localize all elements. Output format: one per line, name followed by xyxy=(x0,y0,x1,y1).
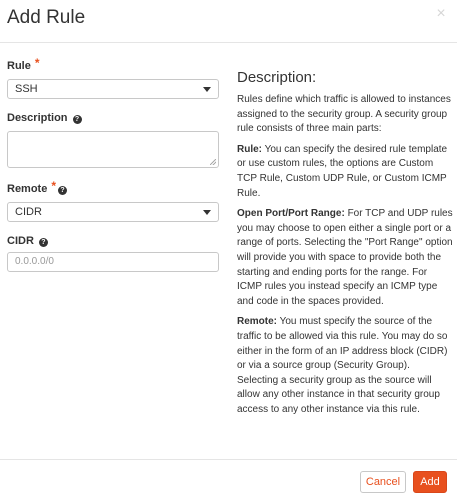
modal-footer xyxy=(0,459,457,500)
add-button[interactable]: Add xyxy=(413,471,447,493)
port-text: For TCP and UDP rules you may choose to open either a single port or a range of ports. Selecting the "Port Range" option will provide you with space to provide both the starting and ending ports for the range. For ICMP rules you instead specify an ICMP type and code in the spaces provided. xyxy=(237,208,453,307)
remote-label-text: Remote xyxy=(7,183,48,195)
cidr-input[interactable] xyxy=(7,252,219,272)
rule-text: You can specify the desired rule template or use custom rules, the options are Custom TCP Rule, Custom UDP Rule, or Custom ICMP Rule. xyxy=(237,143,448,199)
description-remote-paragraph xyxy=(237,315,453,417)
caret-down-icon xyxy=(203,87,211,92)
description-port-paragraph xyxy=(237,207,453,309)
rule-label-text: Rule xyxy=(7,60,31,72)
cidr-label xyxy=(7,234,219,248)
remote-term: Remote: xyxy=(237,316,278,328)
description-rule-paragraph xyxy=(237,143,453,201)
description-field-group xyxy=(7,111,219,168)
caret-down-icon xyxy=(203,210,211,215)
question-circle-icon[interactable]: ? xyxy=(39,238,48,247)
description-label xyxy=(7,111,219,125)
required-asterisk: * xyxy=(51,179,57,193)
description-label-text: Description xyxy=(7,112,68,124)
remote-field-group xyxy=(7,181,219,222)
remote-select[interactable] xyxy=(7,202,219,222)
description-panel xyxy=(237,68,453,423)
modal-header xyxy=(0,0,457,43)
rule-select-value: SSH xyxy=(15,83,38,95)
rule-select[interactable] xyxy=(7,79,219,99)
modal-title: Add Rule xyxy=(7,7,86,28)
cidr-input-value: 0.0.0.0/0 xyxy=(15,256,54,267)
question-circle-icon[interactable]: ? xyxy=(73,115,82,124)
description-panel-title: Description: xyxy=(237,69,317,86)
remote-label xyxy=(7,181,219,196)
description-textarea[interactable] xyxy=(7,131,219,168)
cidr-label-text: CIDR xyxy=(7,235,34,247)
port-term: Open Port/Port Range: xyxy=(237,208,345,220)
rule-field-group xyxy=(7,58,219,99)
rule-term: Rule: xyxy=(237,143,262,155)
required-asterisk: * xyxy=(34,56,40,70)
cidr-field-group xyxy=(7,234,219,272)
close-icon[interactable]: × xyxy=(436,5,446,22)
description-intro: Rules define which traffic is allowed to instances assigned to the security group. A security group rule consists of three main parts: xyxy=(237,94,451,135)
remote-select-value: CIDR xyxy=(15,206,42,218)
question-circle-icon[interactable]: ? xyxy=(58,186,67,195)
cancel-button[interactable]: Cancel xyxy=(360,471,406,493)
remote-text: You must specify the source of the traffic to be allowed via this rule. You may do so either in the form of an IP address block (CIDR) or via a source group (Security Group). Selecting a security group as the source will allow any other instance in that security group access to any other instance via this rule. xyxy=(237,316,448,415)
resize-grip-icon[interactable] xyxy=(210,159,216,165)
rule-form xyxy=(7,58,219,272)
rule-label xyxy=(7,58,219,73)
